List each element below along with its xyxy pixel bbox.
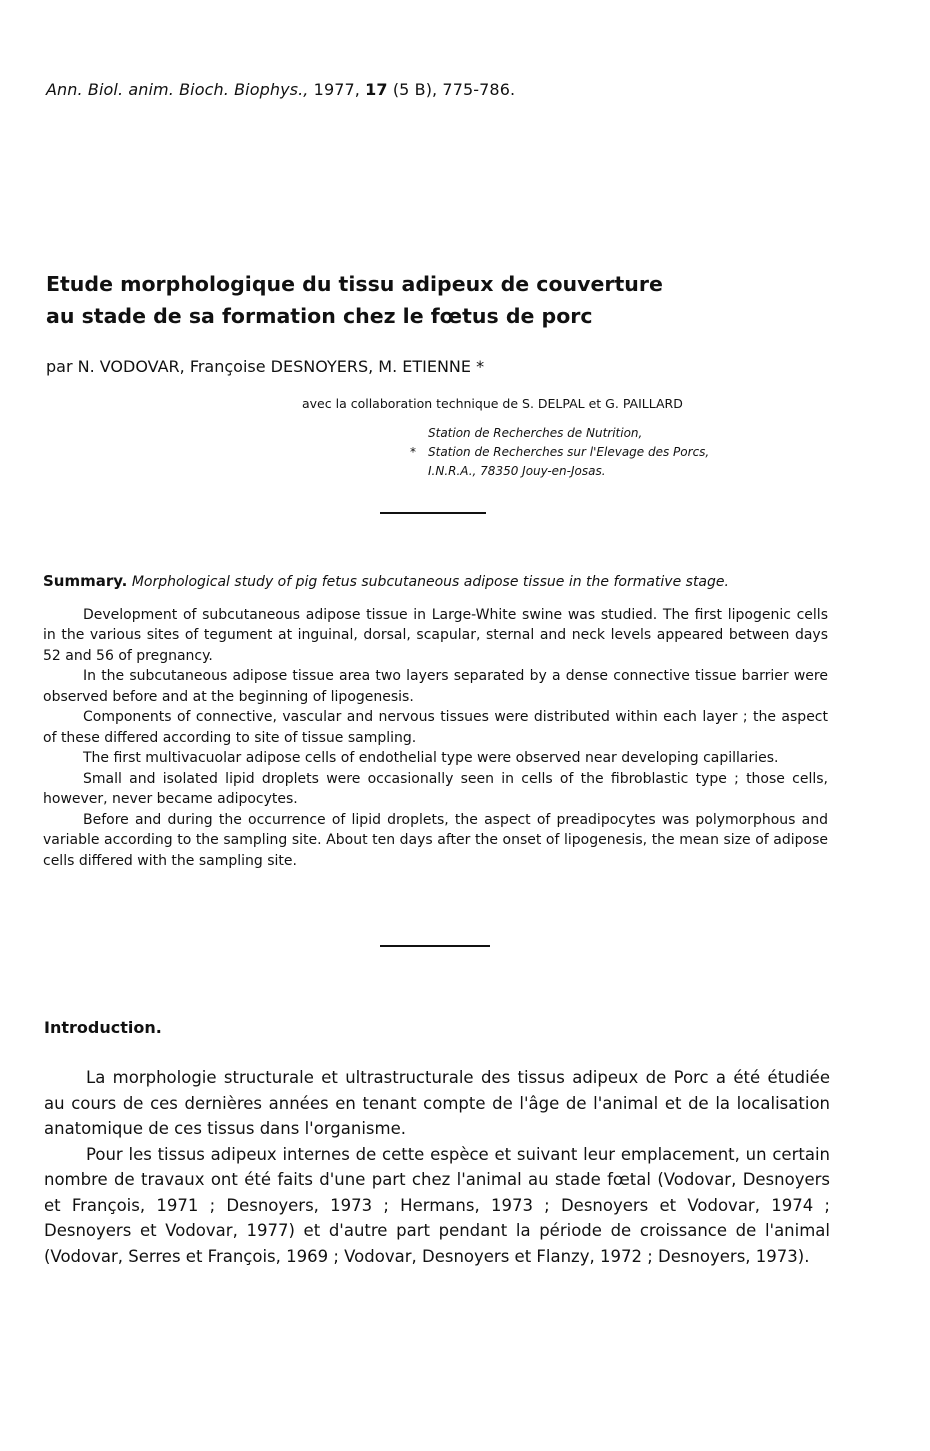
journal-name: Ann. Biol. anim. Bioch. Biophys., <box>46 80 309 99</box>
introduction-text <box>44 1065 830 1269</box>
affiliation-line-3: I.N.R.A., 78350 Jouy-en-Josas. <box>428 464 606 478</box>
introduction-heading: Introduction. <box>44 1018 162 1037</box>
introduction-paragraph: Pour les tissus adipeux internes de cette espèce et suivant leur emplacement, un certain nombre de travaux ont été faits d'une part chez l'animal au stade fœtal (Vodovar, Desnoyers et François, 1971 ; Desnoyers, 1973 ; Hermans, 1973 ; Desnoyers et Vodovar, 1974 ; Desnoyers et Vodovar, 1977) et d'autre part pendant la période de croissance de l'animal (Vodovar, Serres et François, 1969 ; Vodovar, Desnoyers et Flanzy, 1972 ; Desnoyers, 1973). <box>44 1144 830 1266</box>
summary-label: Summary. <box>43 572 128 590</box>
affiliation-line-2 <box>410 443 709 462</box>
summary-paragraph: Development of subcutaneous adipose tissue in Large-White swine was studied. The first lipogenic cells in the various sites of tegument at inguinal, dorsal, scapular, sternal and neck levels appeared between days 52 and 56 of pregnancy. <box>43 606 828 664</box>
affiliation-line-2-text: Station de Recherches sur l'Elevage des Porcs, <box>428 445 710 459</box>
summary-section <box>43 571 828 871</box>
journal-volume: 17 <box>365 80 388 99</box>
separator-rule-top <box>380 512 486 514</box>
introduction-paragraph: La morphologie structurale et ultrastructurale des tissus adipeux de Porc a été étudiée au cours de ces dernières années en tenant compte de l'âge de l'animal et de la localisation anatomique de ces tissus dans l'organisme. <box>44 1068 830 1138</box>
affiliation-line-1: Station de Recherches de Nutrition, <box>428 426 643 440</box>
title-line-2: au stade de sa formation chez le fœtus de porc <box>46 304 593 328</box>
journal-issue-pages: (5 B), 775-786. <box>392 80 516 99</box>
asterisk-mark: * <box>410 445 416 459</box>
summary-paragraph: Components of connective, vascular and nervous tissues were distributed within each layer ; the aspect of these differed according to site of tissue sampling. <box>43 709 828 746</box>
summary-title: Morphological study of pig fetus subcutaneous adipose tissue in the formative stage. <box>131 574 729 590</box>
summary-heading <box>43 571 828 593</box>
summary-paragraph: In the subcutaneous adipose tissue area two layers separated by a dense connective tissue barrier were observed before and at the beginning of lipogenesis. <box>43 668 828 705</box>
journal-year: 1977, <box>313 80 360 99</box>
summary-paragraph: The first multivacuolar adipose cells of endothelial type were observed near developing capillaries. <box>83 750 779 766</box>
title-line-1: Etude morphologique du tissu adipeux de couverture <box>46 272 663 296</box>
technical-collaboration: avec la collaboration technique de S. DELPAL et G. PAILLARD <box>302 396 683 411</box>
journal-citation <box>46 80 515 99</box>
summary-paragraph: Small and isolated lipid droplets were occasionally seen in cells of the fibroblastic type ; those cells, however, never became adipocytes. <box>43 770 828 807</box>
separator-rule-bottom <box>380 945 490 947</box>
article-title <box>46 268 806 332</box>
summary-paragraph: Before and during the occurrence of lipid droplets, the aspect of preadipocytes was polymorphous and variable according to the sampling site. About ten days after the onset of lipogenesis, the mean size of adipose cells differed with the sampling site. <box>43 811 828 869</box>
affiliations <box>410 424 709 481</box>
author-list: par N. VODOVAR, Françoise DESNOYERS, M. ETIENNE * <box>46 357 485 376</box>
